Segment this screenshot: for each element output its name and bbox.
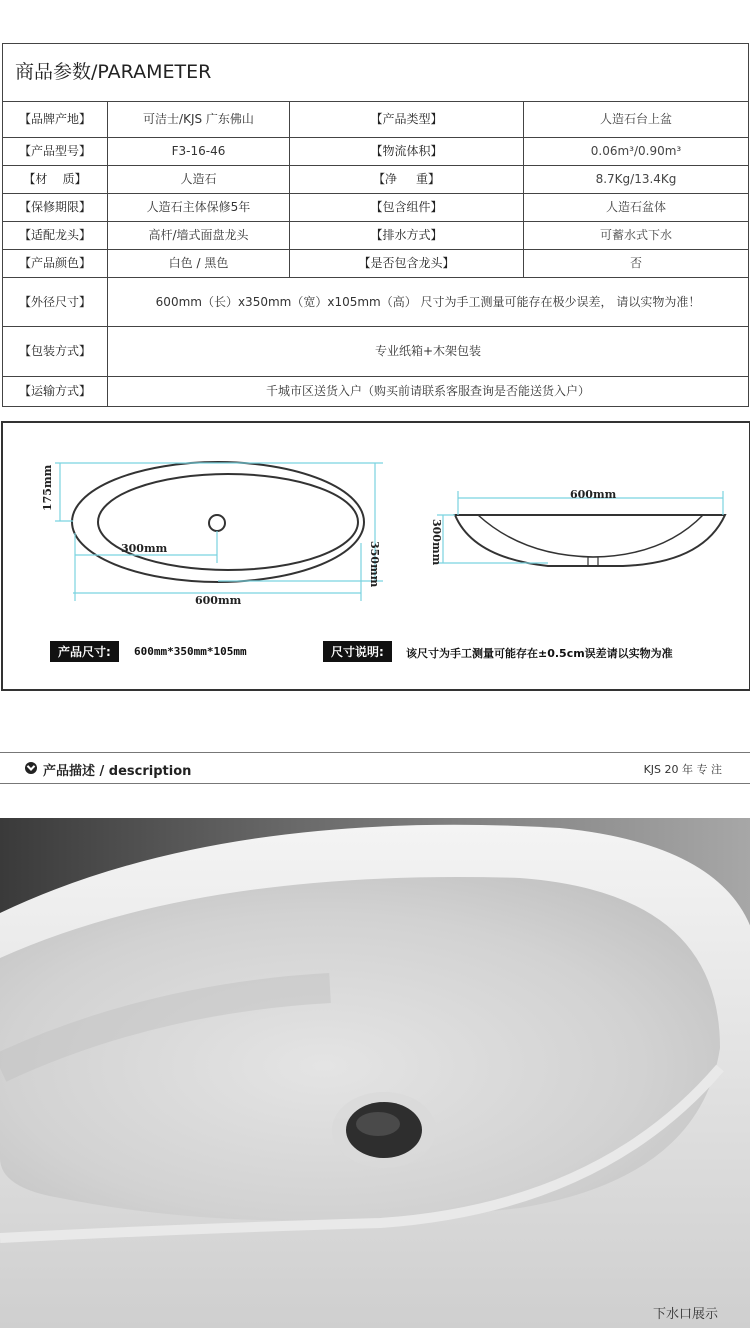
side-depth-label: 300mm: [430, 519, 443, 566]
parameter-table: [2, 43, 749, 407]
top-length-label: 600mm: [195, 594, 242, 607]
table-row: [3, 250, 749, 278]
basin-bowl: [0, 877, 720, 1221]
param-value: 否: [524, 250, 749, 278]
top-height-label: 175mm: [41, 464, 54, 511]
side-view-inner: [478, 515, 703, 557]
param-label: 【产品型号】: [3, 138, 108, 166]
drain-hole: [209, 515, 225, 531]
param-label: 【产品颜色】: [3, 250, 108, 278]
table-row: [3, 278, 749, 327]
table-row: [3, 377, 749, 407]
param-label: 【材 质】: [3, 166, 108, 194]
param-label: 【物流体积】: [290, 138, 524, 166]
param-label: 【适配龙头】: [3, 222, 108, 250]
param-value: 可洁士/KJS 广东佛山: [108, 102, 290, 138]
drain-highlight: [356, 1112, 400, 1136]
parameter-title: 商品参数/PARAMETER: [3, 44, 749, 102]
basin-outer-outline: [72, 462, 364, 582]
table-row: [3, 138, 749, 166]
param-value: 8.7Kg/13.4Kg: [524, 166, 749, 194]
top-half-length-label: 300mm: [121, 542, 168, 555]
side-length-label: 600mm: [570, 488, 617, 501]
param-label: 【产品类型】: [290, 102, 524, 138]
table-row: [3, 102, 749, 138]
param-label: 【保修期限】: [3, 194, 108, 222]
product-photo: [0, 818, 750, 1328]
param-value: 人造石盆体: [524, 194, 749, 222]
param-label: 【运输方式】: [3, 377, 108, 407]
table-row: [3, 327, 749, 377]
param-label: 【排水方式】: [290, 222, 524, 250]
chevron-down-circle-icon: [25, 762, 37, 774]
description-title: 产品描述 / description: [43, 764, 192, 779]
param-value: 600mm（长）x350mm（宽）x105mm（高） 尺寸为手工测量可能存在极少误差， 请以实物为准！: [108, 278, 749, 327]
side-view-drain: [588, 557, 598, 566]
param-label: 【外径尺寸】: [3, 278, 108, 327]
param-value: 高杆/墙式面盘龙头: [108, 222, 290, 250]
param-value: 千城市区送货入户（购买前请联系客服查询是否能送货入户）: [108, 377, 749, 407]
param-value: 人造石台上盆: [524, 102, 749, 138]
param-value: 可蓄水式下水: [524, 222, 749, 250]
param-label: 【品牌产地】: [3, 102, 108, 138]
side-view-dimension-lines: [437, 491, 723, 563]
size-tag: 产品尺寸:: [50, 641, 119, 662]
param-value: 白色 / 黑色: [108, 250, 290, 278]
basin-photo-illustration: [0, 818, 750, 1328]
note-tag: 尺寸说明:: [323, 641, 392, 662]
param-value: 人造石主体保修5年: [108, 194, 290, 222]
param-value: 专业纸箱+木架包装: [108, 327, 749, 377]
param-value: F3-16-46: [108, 138, 290, 166]
param-label: 【包装方式】: [3, 327, 108, 377]
param-label: 【是否包含龙头】: [290, 250, 524, 278]
brand-slogan: KJS 20 年 专 注: [643, 763, 722, 776]
description-header: [0, 752, 750, 784]
parameter-section: [2, 43, 748, 407]
table-row: [3, 166, 749, 194]
photo-caption: 下水口展示: [652, 1307, 718, 1322]
table-row: [3, 222, 749, 250]
param-label: 【净 重】: [290, 166, 524, 194]
table-row: [3, 194, 749, 222]
size-value: 600mm*350mm*105mm: [134, 645, 247, 658]
param-value: 0.06m³/0.90m³: [524, 138, 749, 166]
top-width-label: 350mm: [368, 541, 381, 588]
param-label: 【包含组件】: [290, 194, 524, 222]
note-value: 该尺寸为手工测量可能存在±0.5cm误差请以实物为准: [406, 647, 673, 660]
param-value: 人造石: [108, 166, 290, 194]
side-view-outer: [455, 515, 725, 566]
dimension-drawing: [1, 421, 750, 691]
